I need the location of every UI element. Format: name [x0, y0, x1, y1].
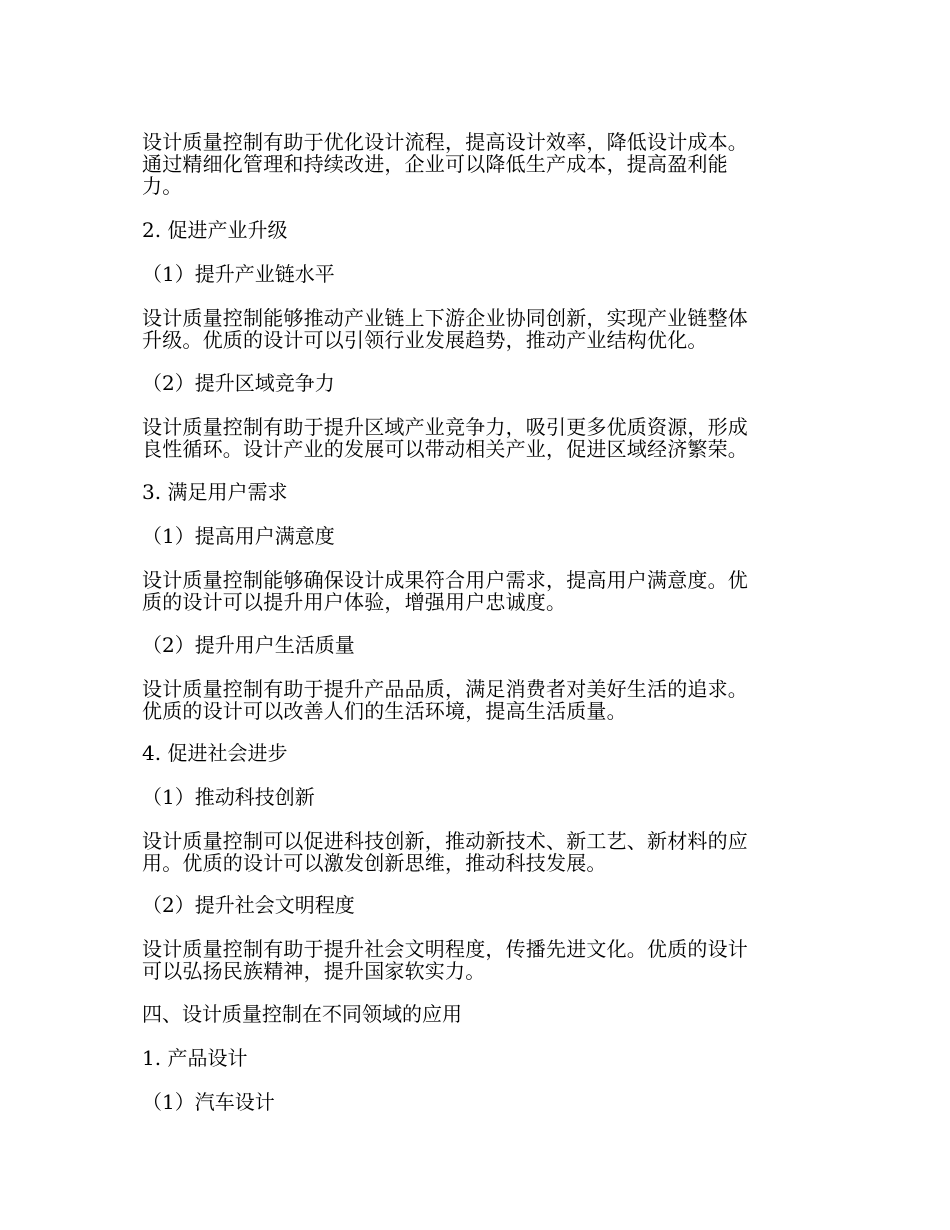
text-line: 升级。优质的设计可以引领行业发展趋势，推动产业结构优化。 — [142, 328, 708, 352]
text-line: 设计质量控制可以促进科技创新，推动新技术、新工艺、新材料的应 — [142, 829, 748, 853]
heading-user-needs: 3. 满足用户需求 — [142, 480, 288, 504]
text-line: 通过精细化管理和持续改进，企业可以降低生产成本，提高盈利能 — [142, 152, 728, 176]
paragraph-chain-level — [142, 307, 807, 351]
text-line: 力。 — [142, 174, 183, 198]
subheading-regional-competitiveness: （2）提升区域竞争力 — [142, 371, 335, 395]
text-line: 设计质量控制有助于提升区域产业竞争力，吸引更多优质资源，形成 — [142, 415, 748, 439]
text-line: 可以弘扬民族精神，提升国家软实力。 — [142, 959, 486, 983]
subheading-tech-innovation: （1）推动科技创新 — [142, 785, 315, 809]
text-line: 设计质量控制能够确保设计成果符合用户需求，提高用户满意度。优 — [142, 568, 748, 592]
subheading-car-design: （1）汽车设计 — [142, 1090, 275, 1114]
text-line: 设计质量控制有助于优化设计流程，提高设计效率，降低设计成本。 — [142, 130, 748, 154]
subheading-quality-of-life: （2）提升用户生活质量 — [142, 633, 355, 657]
paragraph-user-satisfaction — [142, 569, 807, 613]
heading-social-progress: 4. 促进社会进步 — [142, 741, 288, 765]
text-line: 质的设计可以提升用户体验，增强用户忠诚度。 — [142, 590, 567, 614]
heading-product-design: 1. 产品设计 — [142, 1046, 248, 1070]
section-heading-applications: 四、设计质量控制在不同领域的应用 — [142, 1002, 462, 1026]
text-line: 用。优质的设计可以激发创新思维，推动科技发展。 — [142, 851, 607, 875]
subheading-user-satisfaction: （1）提高用户满意度 — [142, 524, 335, 548]
subheading-chain-level: （1）提升产业链水平 — [142, 262, 335, 286]
paragraph-quality-of-life — [142, 678, 807, 722]
paragraph-regional-competitiveness — [142, 416, 807, 460]
paragraph-civilization — [142, 938, 807, 982]
text-line: 设计质量控制能够推动产业链上下游企业协同创新，实现产业链整体 — [142, 306, 748, 330]
paragraph-cost — [142, 131, 807, 197]
heading-industry-upgrade: 2. 促进产业升级 — [142, 218, 288, 242]
text-line: 良性循环。设计产业的发展可以带动相关产业，促进区域经济繁荣。 — [142, 437, 748, 461]
text-line: 设计质量控制有助于提升社会文明程度，传播先进文化。优质的设计 — [142, 937, 748, 961]
text-line: 设计质量控制有助于提升产品品质，满足消费者对美好生活的追求。 — [142, 677, 748, 701]
paragraph-tech-innovation — [142, 830, 807, 874]
text-line: 优质的设计可以改善人们的生活环境，提高生活质量。 — [142, 699, 627, 723]
subheading-civilization: （2）提升社会文明程度 — [142, 893, 355, 917]
